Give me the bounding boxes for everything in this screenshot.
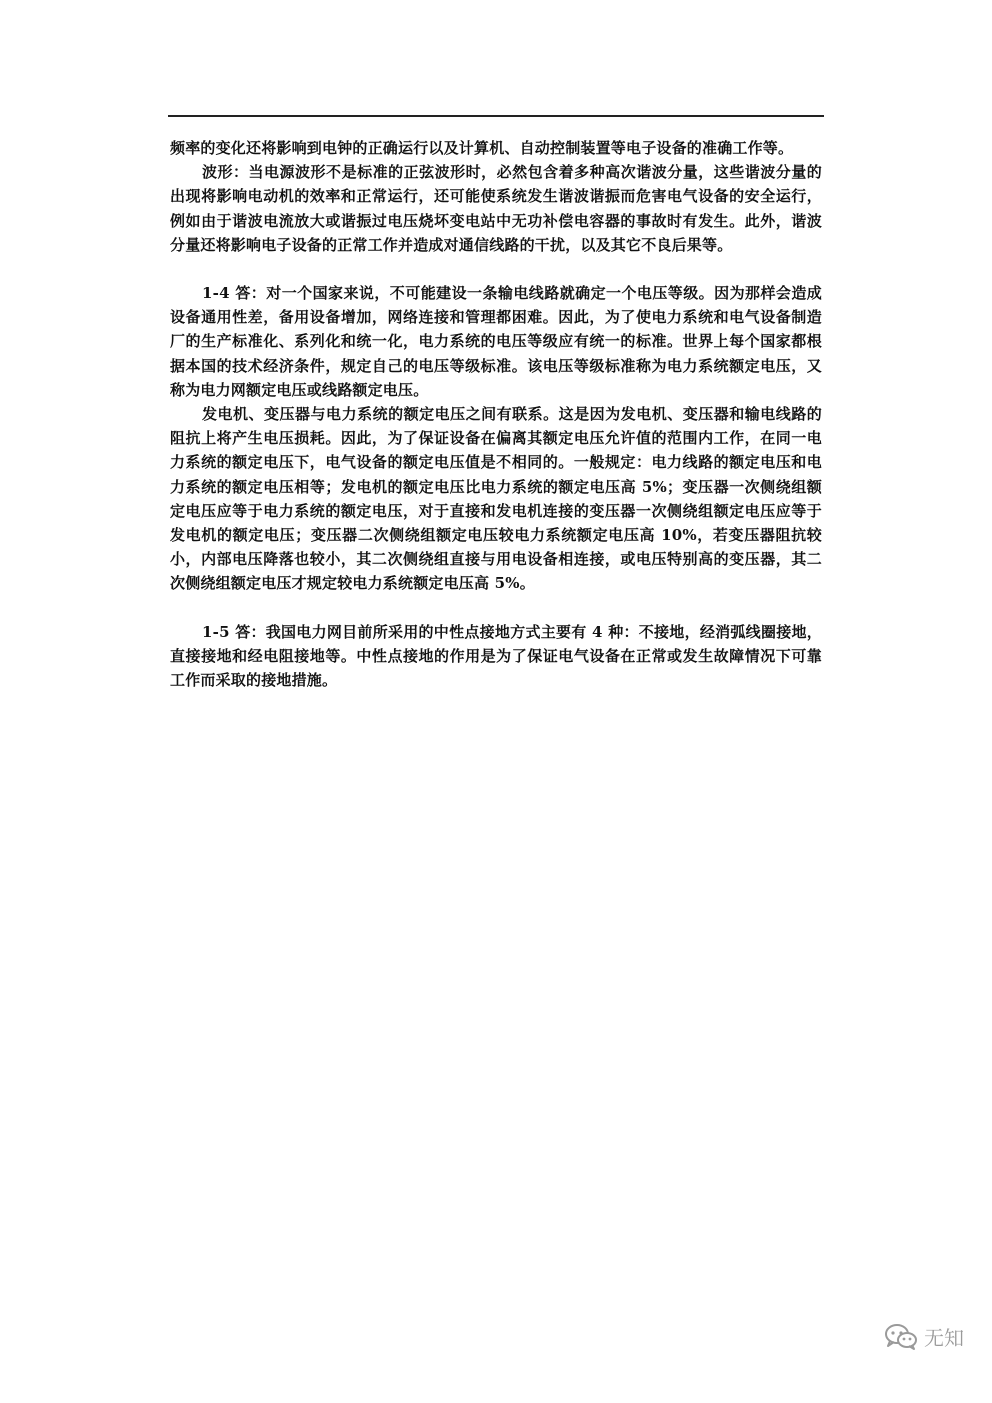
watermark (884, 1322, 964, 1351)
watermark-text: 无知 (924, 1326, 964, 1350)
wechat-icon (884, 1323, 918, 1351)
header-rule (168, 115, 824, 117)
paragraph-frequency: 频率的变化还将影响到电钟的正确运行以及计算机、自动控制装置等电子设备的准确工作等。 (170, 139, 794, 157)
paragraph-answer-1-4: 1-4 答：对一个国家来说，不可能建设一条输电线路就确定一个电压等级。因为那样会造成设备通用性差，备用设备增加，网络连接和管理都困难。因此，为了使电力系统和电气设备制造厂的生产标准化、系列化和统一化，电力系统的电压等级应有统一的标准。世界上每个国家都根据本国的技术经济条件，规定自己的电压等级标准。该电压等级标准称为电力系统额定电压，又称为电力网额定电压或线路额定电压。 (170, 284, 822, 399)
paragraph-answer-1-5: 1-5 答：我国电力网目前所采用的中性点接地方式主要有 4 种：不接地，经消弧线圈接地，直接接地和经电阻接地等。中性点接地的作用是为了保证电气设备在正常或发生故障情况下可靠工作而采取的接地措施。 (170, 622, 822, 690)
document-body (170, 136, 822, 692)
paragraph-waveform: 波形：当电源波形不是标准的正弦波形时，必然包含着多种高次谐波分量，这些谐波分量的出现将影响电动机的效率和正常运行，还可能使系统发生谐波谐振而危害电气设备的安全运行，例如由于谐波电流放大或谐振过电压烧坏变电站中无功补偿电容器的事故时有发生。此外，谐波分量还将影响电子设备的正常工作并造成对通信线路的干扰，以及其它不良后果等。 (170, 163, 822, 254)
paragraph-rated-voltage: 发电机、变压器与电力系统的额定电压之间有联系。这是因为发电机、变压器和输电线路的阻抗上将产生电压损耗。因此，为了保证设备在偏离其额定电压允许值的范围内工作，在同一电力系统的额定电压下，电气设备的额定电压值是不相同的。一般规定：电力线路的额定电压和电力系统的额定电压相等；发电机的额定电压比电力系统的额定电压高 5%；变压器一次侧绕组额定电压应等于电力系统的额定电压，对于直接和发电机连接的变压器一次侧绕组额定电压应等于发电机的额定电压；变压器二次侧绕组额定电压较电力系统额定电压高 10%，若变压器阻抗较小，内部电压降落也较小，其二次侧绕组直接与用电设备相连接，或电压特别高的变压器，其二次侧绕组额定电压才规定较电力系统额定电压高 5%。 (170, 405, 822, 593)
